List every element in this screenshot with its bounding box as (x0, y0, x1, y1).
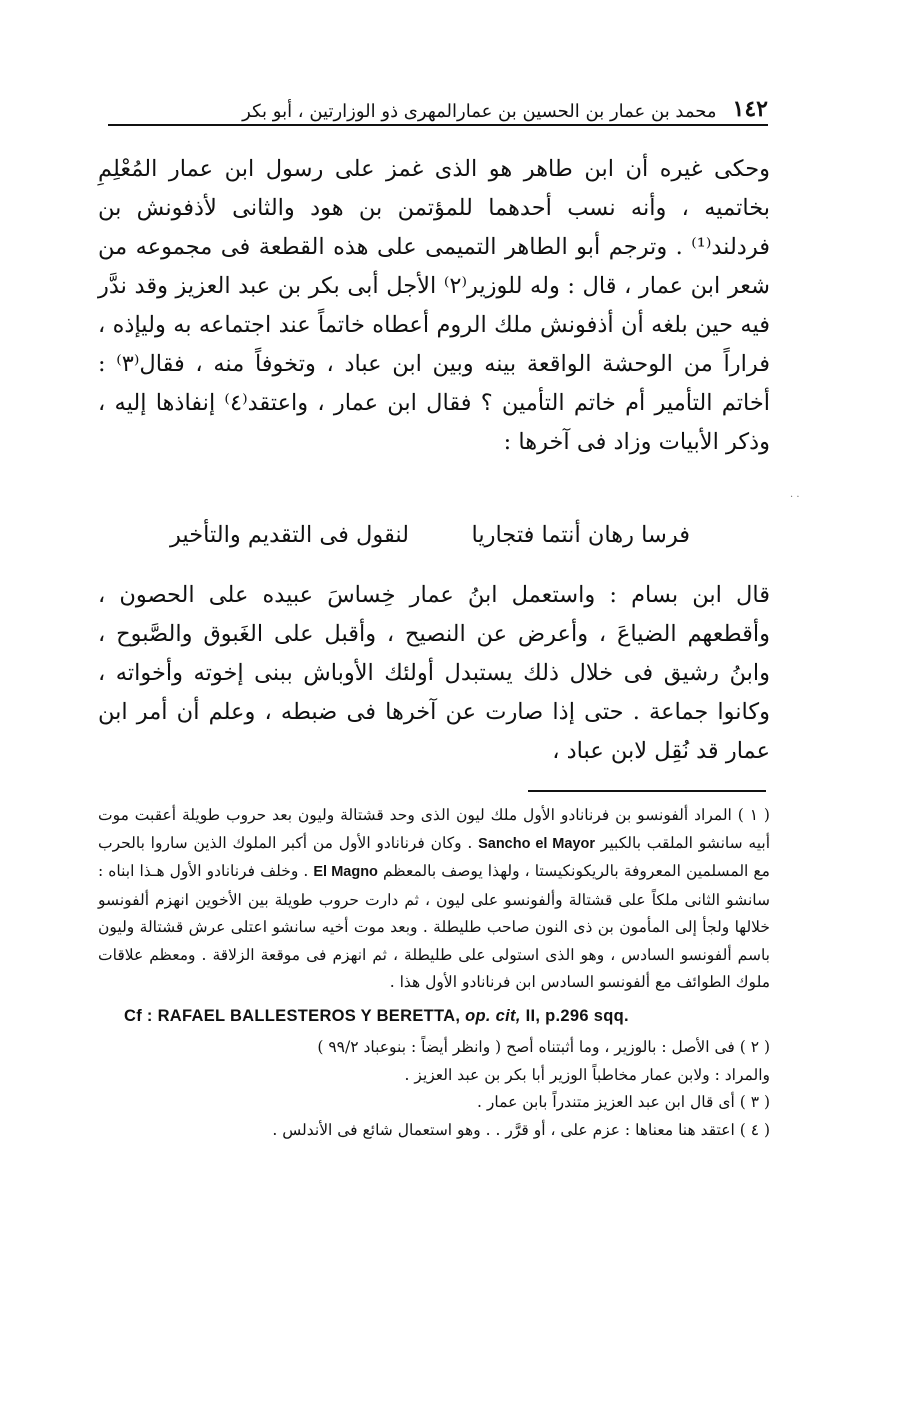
footnote-1 (98, 802, 770, 997)
citation-pages: II, p.296 sqq. (525, 1006, 629, 1025)
footnote-1-text-a: ( ١ ) المراد ألفونسو بن فرنانادو الأول ملك ليون الذى وحد قشتالة وليون بعد حروب طويلة أعقبت موت أبيه سانشو الملقب بالكبير (98, 806, 770, 852)
paragraph-1: وحكى غيره أن ابن طاهر هو الذى غمز على رسول ابن عمار المُعْلِمِ بخاتميه ، وأنه نسب أحدهما للمؤتمن بن هود والثانى لأذفونش بن فردلند⁽¹⁾ . وترجم أبو الطاهر التميمى على هذه القطعة فى مجموعه من شعر ابن عمار ، قال : وله للوزير⁽٢⁾ الأجل أبى بكر بن عبد العزيز وقد ندَّر فيه حين بلغه أن أذفونش ملك الروم أعطاه خاتماً عند اجتماعه به وليإذه ، فراراً من الوحشة الواقعة بينه وبين ابن عباد ، وتخوفاً منه ، فقال⁽٣⁾ : أخاتم التأمير أم خاتم التأمين ؟ فقال ابن عمار ، واعتقد⁽٤⁾ إنفاذها إليه ، وذكر الأبيات وزاد فى آخرها : (98, 156, 771, 455)
main-text-block-1 (98, 150, 770, 462)
header-rule (108, 124, 768, 126)
main-text-block-2 (98, 576, 770, 771)
footnote-rule (528, 790, 766, 792)
verse-line (170, 515, 690, 555)
verse-hemistich-first: فرسا رهان أنتما فتجاريا (471, 522, 690, 548)
running-head (168, 82, 768, 122)
citation-author: Cf : RAFAEL BALLESTEROS Y BERETTA, (124, 1006, 461, 1025)
footnote-4: ( ٤ ) اعتقد هنا معناها : عزم على ، أو قرَّر . . وهو استعمال شائع فى الأندلس . (272, 1120, 770, 1139)
footnote-2-line-2: والمراد : ولابن عمار مخاطباً الوزير أبا بكر بن عبد العزيز . (404, 1065, 770, 1084)
footnote-1-citation (124, 1003, 770, 1031)
margin-speck: · · (790, 492, 800, 503)
footnote-1-text-b: . وكان فرنانادو الأول من أكبر الملوك الذين ساروا بالحرب مع المسلمين المعروفة بالريكونكيستا ، ولهذا يوصف بالمعظم (98, 833, 770, 880)
footnote-1-latin-sancho: Sancho el Mayor (478, 835, 596, 852)
verse-hemistich-second: لنقول فى التقديم والتأخير (170, 522, 410, 548)
footnote-1-text-c: . وخلف فرنانادو الأول هـذا ابناه : سانشو الثانى ملكاً على قشتالة وألفونسو على ليون ، ثم دارت حروب طويلة بين الأخوين انهزم ألفونسو خلالها ولجأ إلى المأمون بن ذى النون صاحب طليطلة . وبعد موت أخيه سانشو اعتلى عرش قشتالة وليون باسم ألفونسو السادس ، وهو الذى استولى على طليطلة ، ثم انهزم فى موقعة الزلاقة . ومعظم علاقات ملوك الطوائف مع ألفونسو السادس ابن فرنانادو الأول هذا . (98, 862, 770, 991)
page-number: ١٤٢ (732, 96, 768, 122)
footnote-1-latin-magno: El Magno (313, 864, 378, 880)
header-title: محمد بن عمار بن الحسين بن عمارالمهرى ذو الوزارتين ، أبو بكر (242, 101, 717, 122)
footnotes (98, 802, 770, 1144)
paragraph-2: قال ابن بسام : واستعمل ابنُ عمار خِساسَ عبيده على الحصون ، وأقطعهم الضياعَ ، وأعرض عن النصيح ، وأقبل على الغَبوق والصَّبوح ، وابنُ رشيق فى خلال ذلك يستبدل أولئك الأوباش ببنى إخوته وأخواته ، وكانوا جماعة . حتى إذا صارت عن آخرها فى ضبطه ، وعلم أن أمر ابن عمار قد نُقِل لابن عباد ، (98, 582, 770, 764)
footnote-3: ( ٣ ) أى قال ابن عبد العزيز متندراً بابن عمار . (477, 1093, 770, 1111)
citation-op-cit: op. cit, (465, 1006, 521, 1025)
footnote-2-line-1: ( ٢ ) فى الأصل : بالوزير ، وما أثبتناه أصح ( وانظر أيضاً : بنوعباد ٩٩/٢ ) (317, 1038, 770, 1056)
